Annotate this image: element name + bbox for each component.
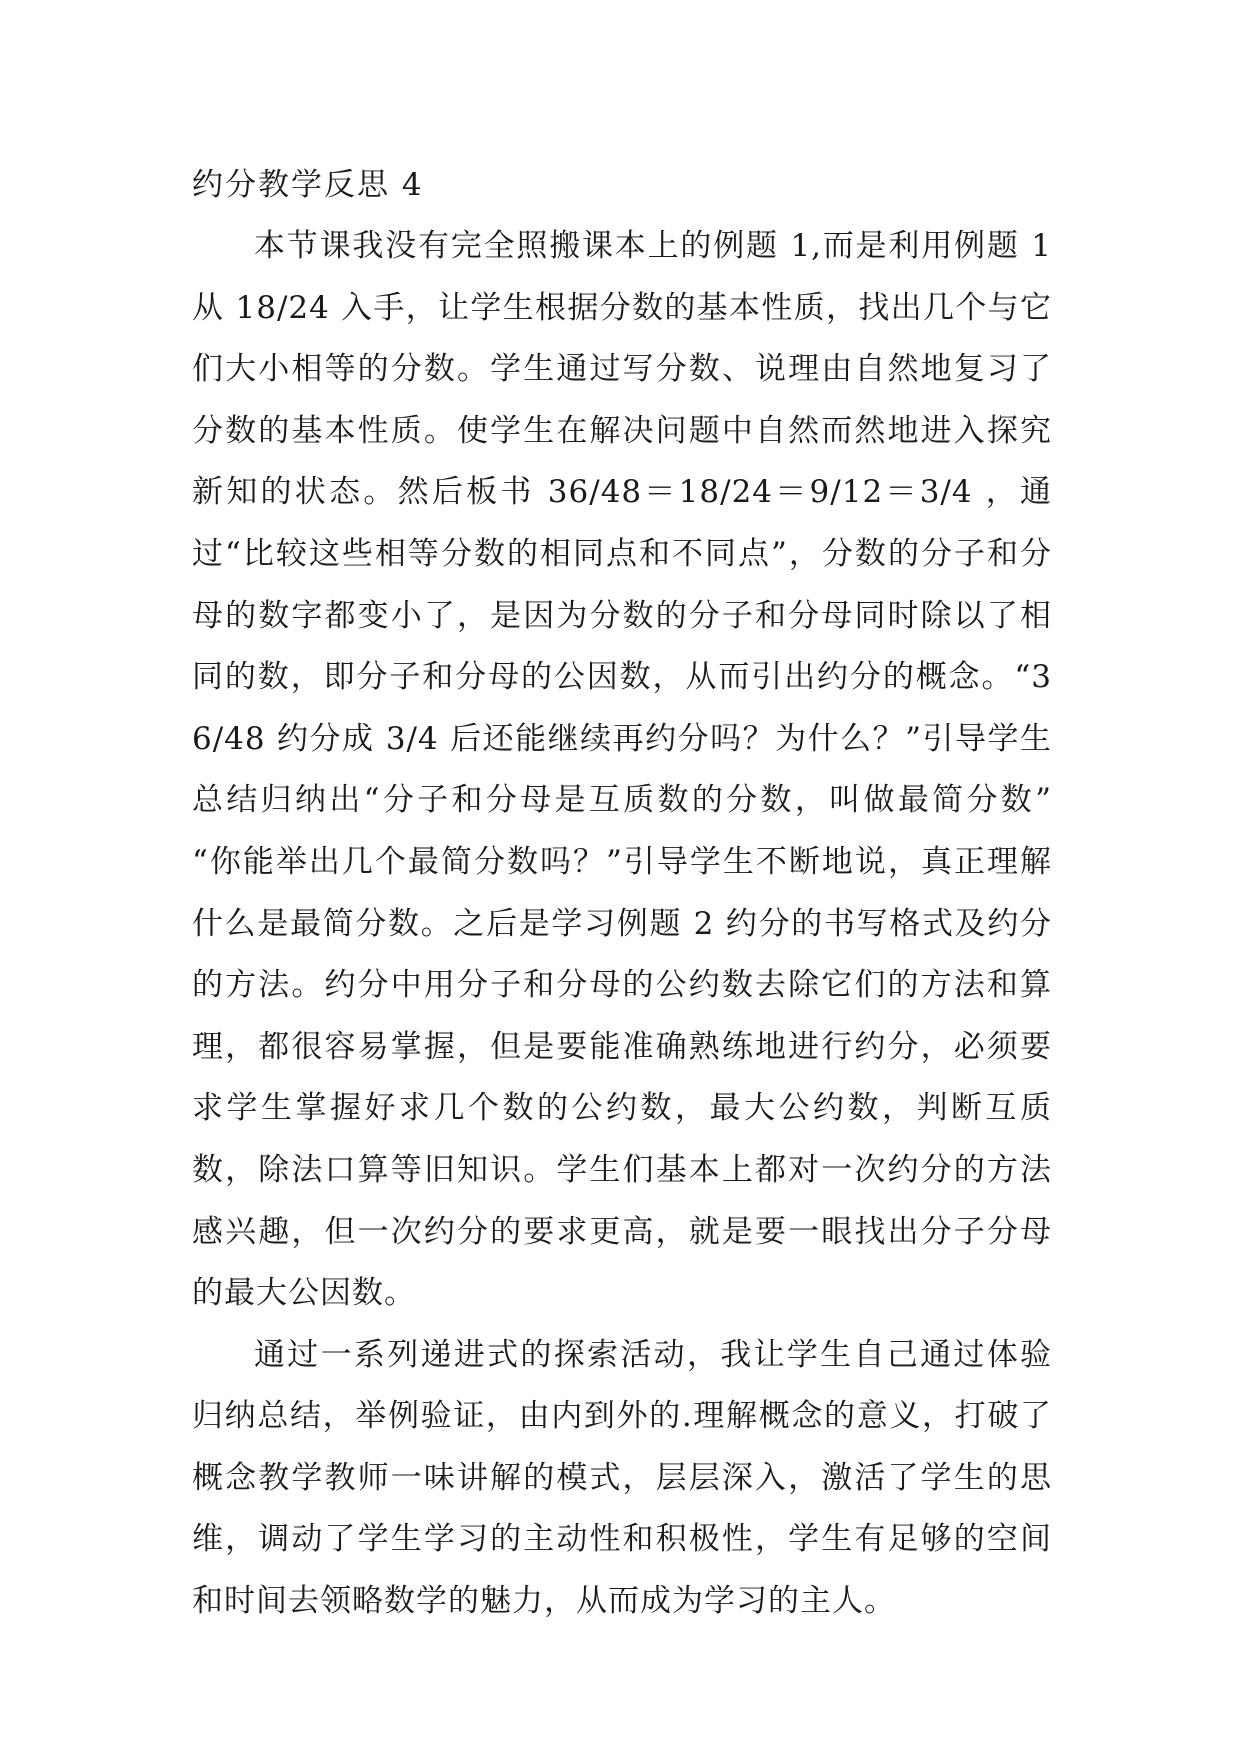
document-title: 约分教学反思 4 [192,167,424,203]
paragraph-2: 通过一系列递进式的探索活动，我让学生自己通过体验归纳总结，举例验证，由内到外的.理解概念的意义，打破了概念教学教师一味讲解的模式，层层深入，激活了学生的思维，调动了学生学习的主动性和积极性，学生有足够的空间和时间去领略数学的魅力，从而成为学习的主人。 [192,1336,1052,1620]
document-body [192,154,1052,1633]
paragraph-1: 本节课我没有完全照搬课本上的例题 1,而是利用例题 1 从 18/24 入手，让学生根据分数的基本性质，找出几个与它们大小相等的分数。学生通过写分数、说理由自然地复习了分数的基本性质。使学生在解决问题中自然而然地进入探究新知的状态。然后板书 36/48＝18/24＝9/12＝3/4 ，通过“比较这些相等分数的相同点和不同点”，分数的分子和分母的数字都变小了，是因为分数的分子和分母同时除以了相同的数，即分子和分母的公因数，从而引出约分的概念。“36/48 约分成 3/4 后还能继续再约分吗？为什么？”引导学生总结归纳出“分子和分母是互质数的分数，叫做最简分数” “你能举出几个最简分数吗？”引导学生不断地说，真正理解什么是最简分数。之后是学习例题 2 约分的书写格式及约分的方法。约分中用分子和分母的公约数去除它们的方法和算理，都很容易掌握，但是要能准确熟练地进行约分，必须要求学生掌握好求几个数的公约数，最大公约数，判断互质数，除法口算等旧知识。学生们基本上都对一次约分的方法感兴趣，但一次约分的要求更高，就是要一眼找出分子分母的最大公因数。 [192,228,1052,1312]
